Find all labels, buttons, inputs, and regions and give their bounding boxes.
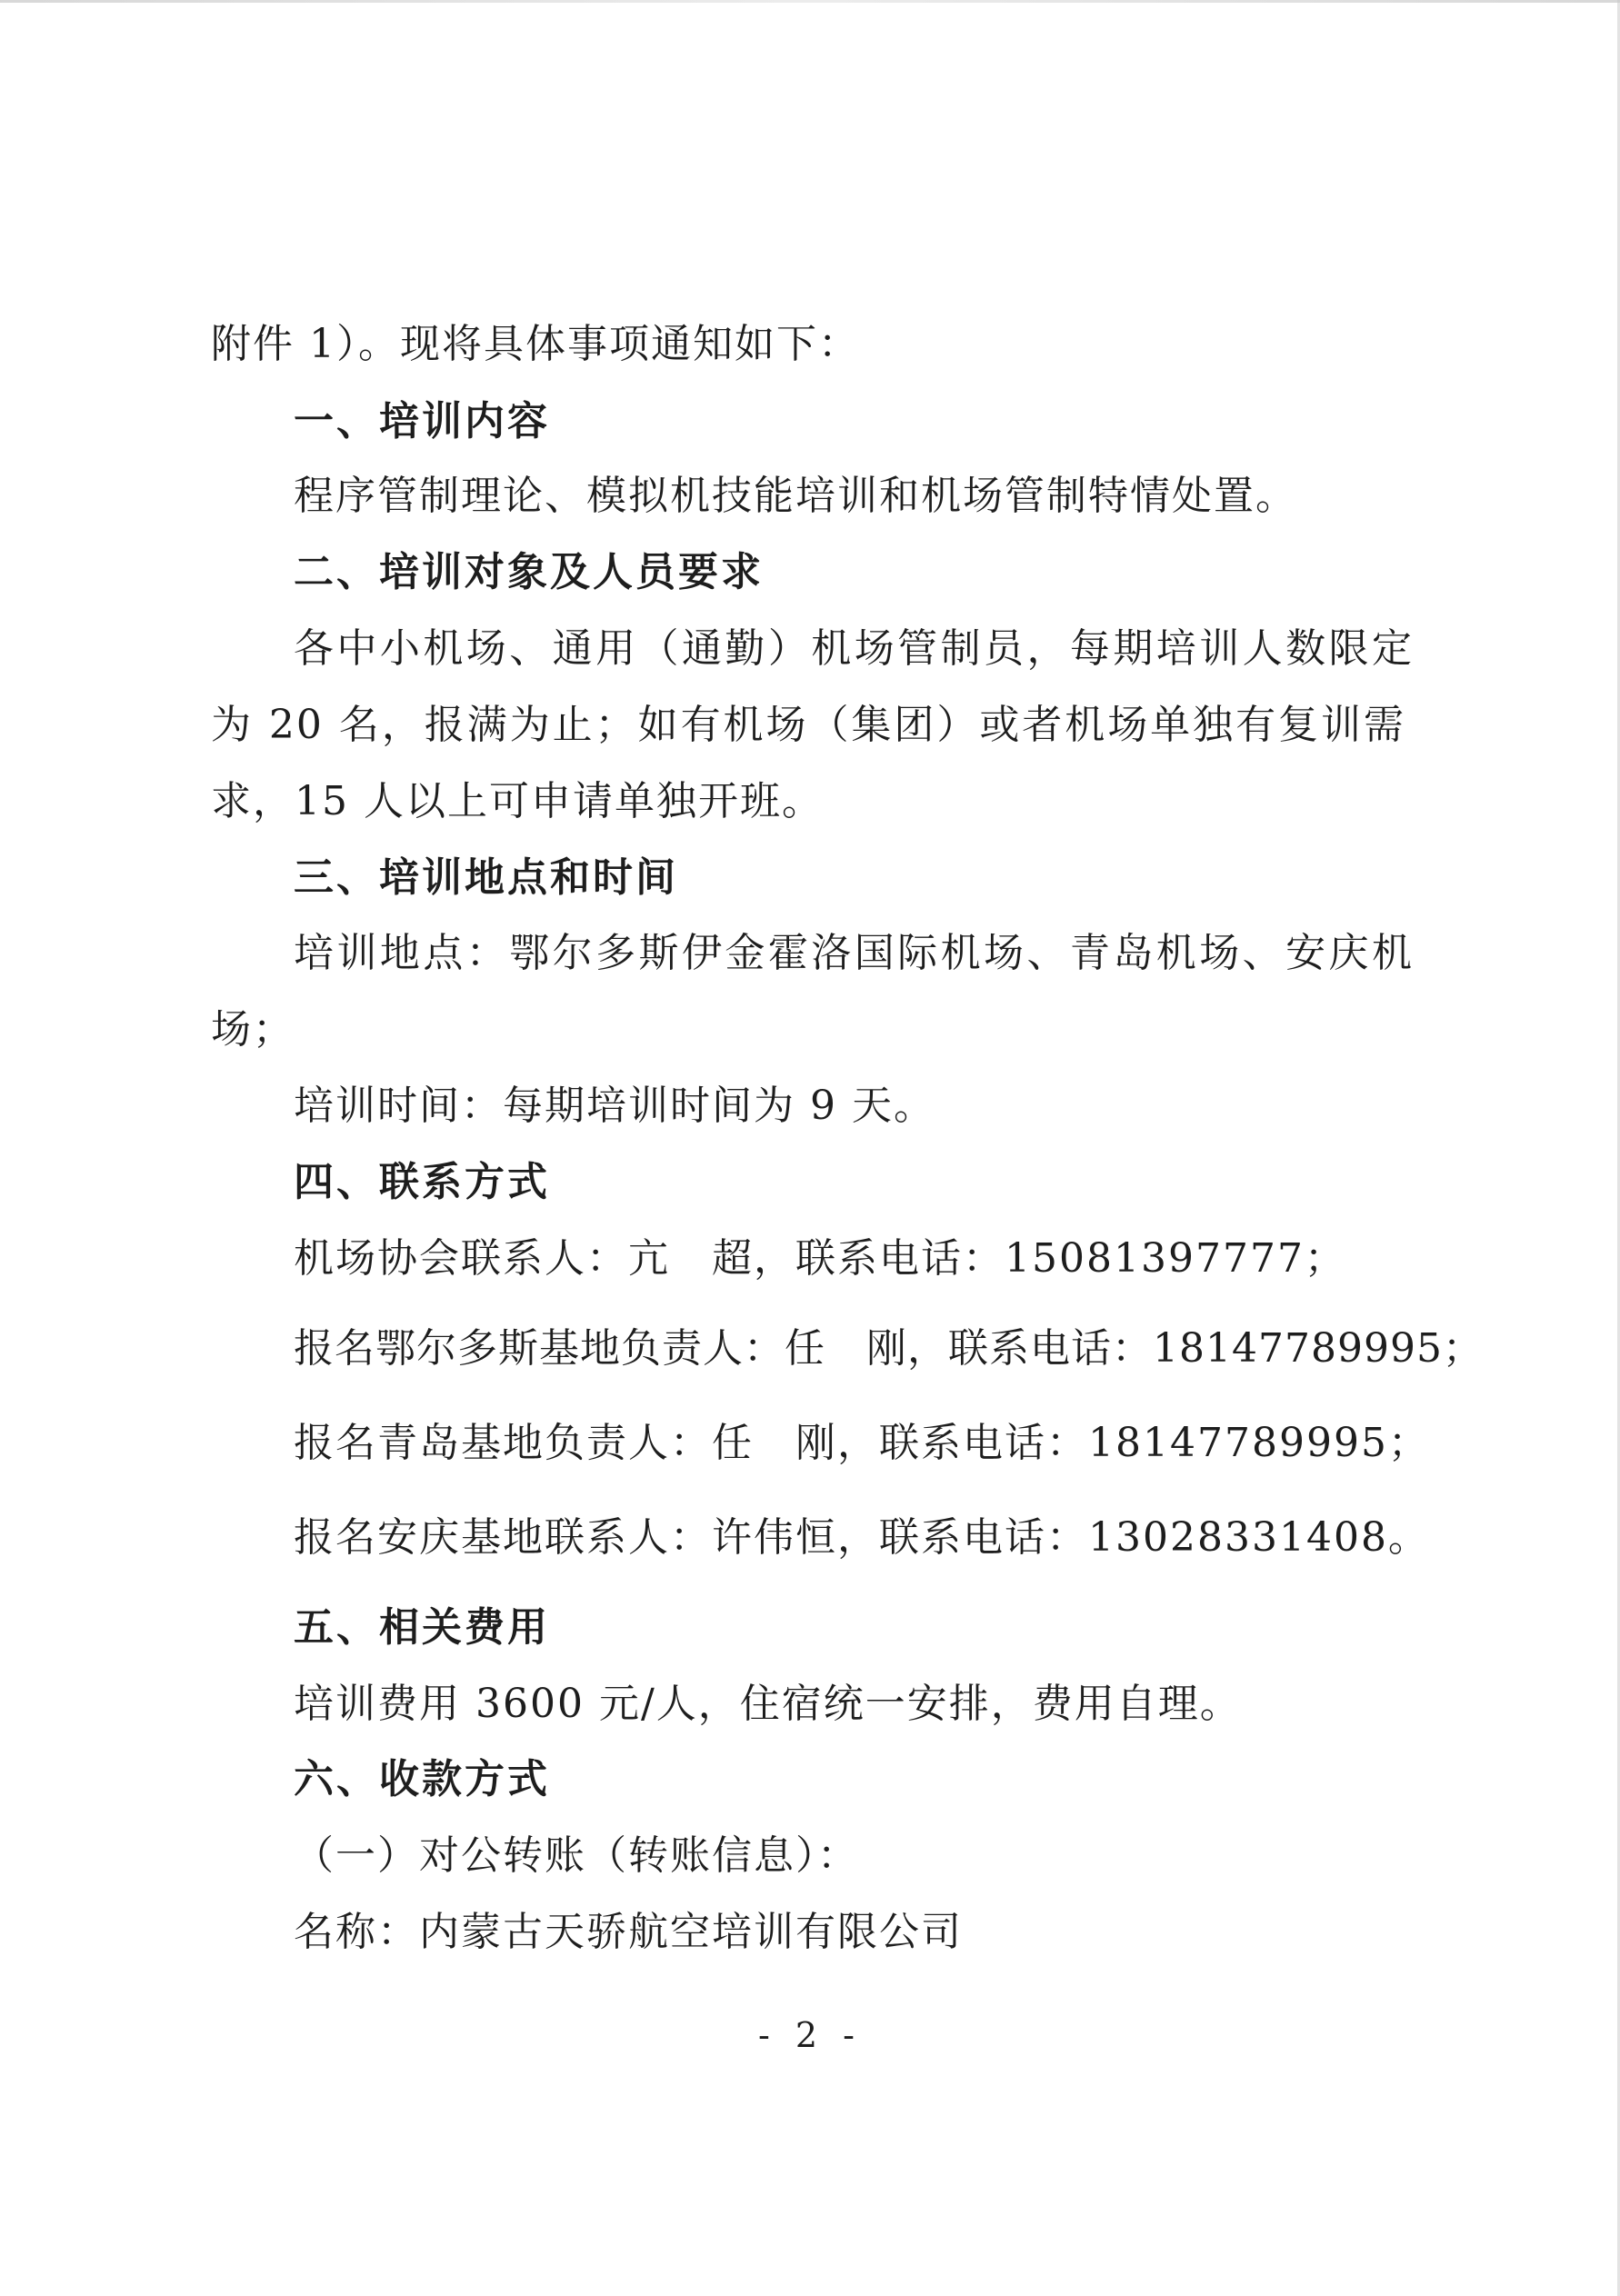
contact-line-qingdao: 报名青岛基地负责人：任 刚，联系电话：18147789995； xyxy=(294,1420,1430,1466)
body-line-intro: 附件 1）。现将具体事项通知如下： xyxy=(211,321,860,367)
body-line-fees: 培训费用 3600 元/人，住宿统一安排，费用自理。 xyxy=(294,1681,1242,1727)
body-line-content: 程序管制理论、模拟机技能培训和机场管制特情处置。 xyxy=(294,473,1297,519)
body-line-payment-transfer: （一）对公转账（转账信息）： xyxy=(294,1832,859,1879)
body-line-trainees-2: 为 20 名，报满为止；如有机场（集团）或者机场单独有复训需 xyxy=(211,702,1405,748)
section-heading-payment: 六、收款方式 xyxy=(294,1756,550,1802)
section-heading-trainees: 二、培训对象及人员要求 xyxy=(294,549,764,595)
scan-edge-top xyxy=(0,0,1620,3)
contact-line-anqing: 报名安庆基地联系人：许伟恒，联系电话：13028331408。 xyxy=(294,1514,1430,1561)
section-heading-content: 一、培训内容 xyxy=(294,398,550,444)
contact-line-ordos: 报名鄂尔多斯基地负责人：任 刚，联系电话：18147789995； xyxy=(294,1325,1484,1372)
body-line-payee-name: 名称：内蒙古天骄航空培训有限公司 xyxy=(294,1909,963,1955)
body-line-trainees-1: 各中小机场、通用（通勤）机场管制员，每期培训人数限定 xyxy=(294,625,1414,672)
section-heading-location-time: 三、培训地点和时间 xyxy=(294,854,678,901)
body-line-location-1: 培训地点：鄂尔多斯伊金霍洛国际机场、青岛机场、安庆机 xyxy=(294,930,1414,976)
section-heading-fees: 五、相关费用 xyxy=(294,1604,550,1651)
body-line-trainees-3: 求，15 人以上可申请单独开班。 xyxy=(211,778,824,824)
body-line-time: 培训时间：每期培训时间为 9 天。 xyxy=(294,1083,935,1129)
body-line-location-2: 场； xyxy=(211,1006,295,1053)
contact-line-association: 机场协会联系人：亢 超，联系电话：15081397777； xyxy=(294,1235,1346,1282)
section-heading-contact: 四、联系方式 xyxy=(294,1159,550,1205)
page-number: - 2 - xyxy=(757,2015,862,2055)
